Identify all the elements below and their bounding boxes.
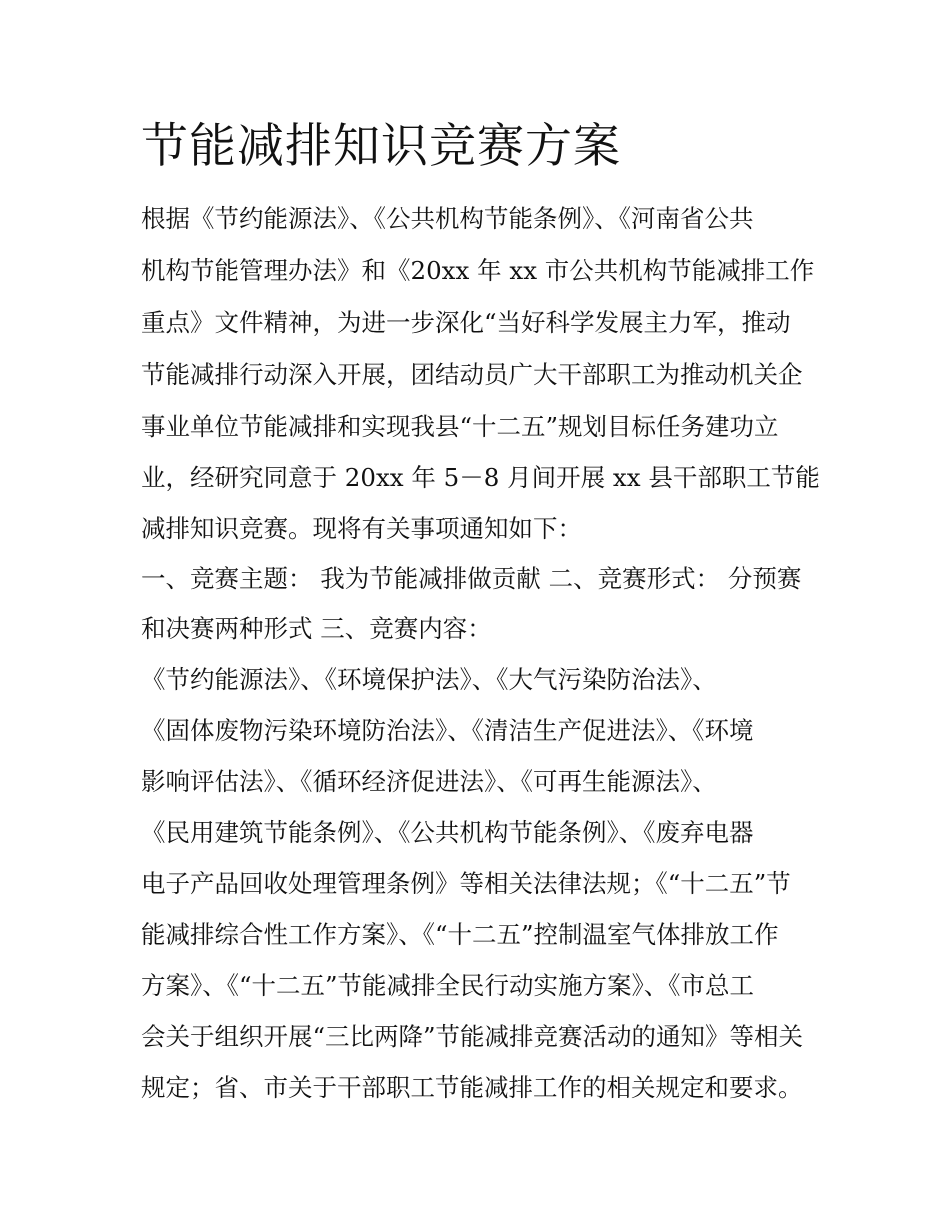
body-line-15: 能减排综合性工作方案》、《“十二五”控制温室气体排放工作 bbox=[141, 920, 779, 949]
body-line-11: 《固体废物污染环境防治法》、《清洁生产促进法》、《环境 bbox=[141, 716, 754, 745]
body-line-10: 《节约能源法》、《环境保护法》、《大气污染防治法》、 bbox=[141, 665, 717, 694]
body-line-4: 节能减排行动深入开展，团结动员广大干部职工为推动机关企 bbox=[141, 360, 803, 389]
body-line-18: 规定；省、市关于干部职工节能减排工作的相关规定和要求。 bbox=[141, 1073, 803, 1102]
document-title: 节能减排知识竞赛方案 bbox=[141, 119, 621, 174]
body-line-8: 一、竞赛主题： 我为节能减排做贡献 二、竞赛形式： 分预赛 bbox=[141, 564, 802, 593]
body-line-1: 根据《节约能源法》、《公共机构节能条例》、《河南省公共 bbox=[141, 204, 754, 233]
body-line-2: 机构节能管理办法》和《20xx 年 xx 市公共机构节能减排工作 bbox=[141, 256, 815, 285]
body-line-17: 会关于组织开展“三比两降”节能减排竞赛活动的通知》等相关 bbox=[141, 1022, 804, 1051]
body-line-16: 方案》、《“十二五”节能减排全民行动实施方案》、《市总工 bbox=[141, 971, 755, 1000]
body-line-12: 影响评估法》、《循环经济促进法》、《可再生能源法》、 bbox=[141, 767, 717, 796]
body-line-5: 事业单位节能减排和实现我县“十二五”规划目标任务建功立 bbox=[141, 412, 779, 441]
body-line-3: 重点》文件精神，为进一步深化“当好科学发展主力军，推动 bbox=[141, 308, 791, 337]
body-line-14: 电子产品回收处理管理条例》等相关法律法规；《“十二五”节 bbox=[141, 869, 791, 898]
body-line-13: 《民用建筑节能条例》、《公共机构节能条例》、《废弃电器 bbox=[141, 818, 754, 847]
body-line-9: 和决赛两种形式 三、竞赛内容： bbox=[141, 614, 492, 643]
body-line-7: 减排知识竞赛。现将有关事项通知如下： bbox=[141, 514, 582, 543]
body-line-6: 业，经研究同意于 20xx 年 5－8 月间开展 xx 县干部职工节能 bbox=[141, 463, 820, 492]
